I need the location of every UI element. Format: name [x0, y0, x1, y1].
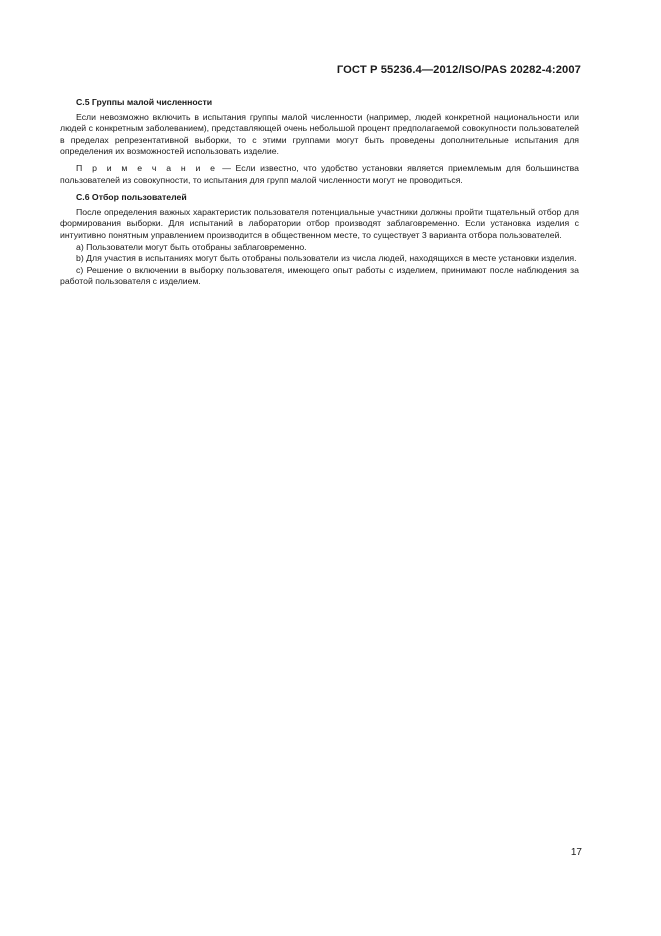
- section-c6-heading: С.6 Отбор пользователей: [76, 192, 187, 203]
- document-body: [60, 97, 579, 288]
- section-c6-paragraph: После определения важных характеристик пользователя потенциальные участники должны пройти тщательный отбор для формирования выборки. Для испытаний в лаборатории отбор производят заблаговременно. Если установка изделия с интуитивно понятным управлением производится в общественном месте, то существует 3 варианта отбора пользователей.: [60, 206, 579, 240]
- section-c5-paragraph: Если невозможно включить в испытания группы малой численности (например, людей конкретной национальности или людей с конкретным заболеванием), представляющей очень небольшой процент предполагаемой совокупности пользователей в пределах репрезентативной выборки, то с этими группами могут быть проведены дополнительные испытания для определения их возможностей использовать изделие.: [60, 111, 579, 157]
- section-c5-note: [60, 163, 579, 186]
- page-number: 17: [570, 847, 582, 858]
- document-header: ГОСТ Р 55236.4—2012/ISO/PAS 20282-4:2007: [336, 64, 581, 76]
- section-c5-heading: С.5 Группы малой численности: [76, 97, 213, 107]
- list-item-a: а) Пользователи могут быть отобраны заблаговременно.: [76, 241, 307, 252]
- note-label: П р и м е ч а н и е: [76, 162, 218, 173]
- note-text: — Если известно, что удобство установки является приемлемым для большинства пользователей из совокупности, то испытания для групп малой численности могут не проводиться.: [60, 162, 579, 185]
- list-item-c: c) Решение о включении в выборку пользователя, имеющего опыт работы с изделием, принимают после наблюдения за работой пользователя с изделием.: [60, 264, 579, 287]
- list-item-b: b) Для участия в испытаниях могут быть отобраны пользователи из числа людей, находящихся в месте установки изделия.: [76, 253, 577, 264]
